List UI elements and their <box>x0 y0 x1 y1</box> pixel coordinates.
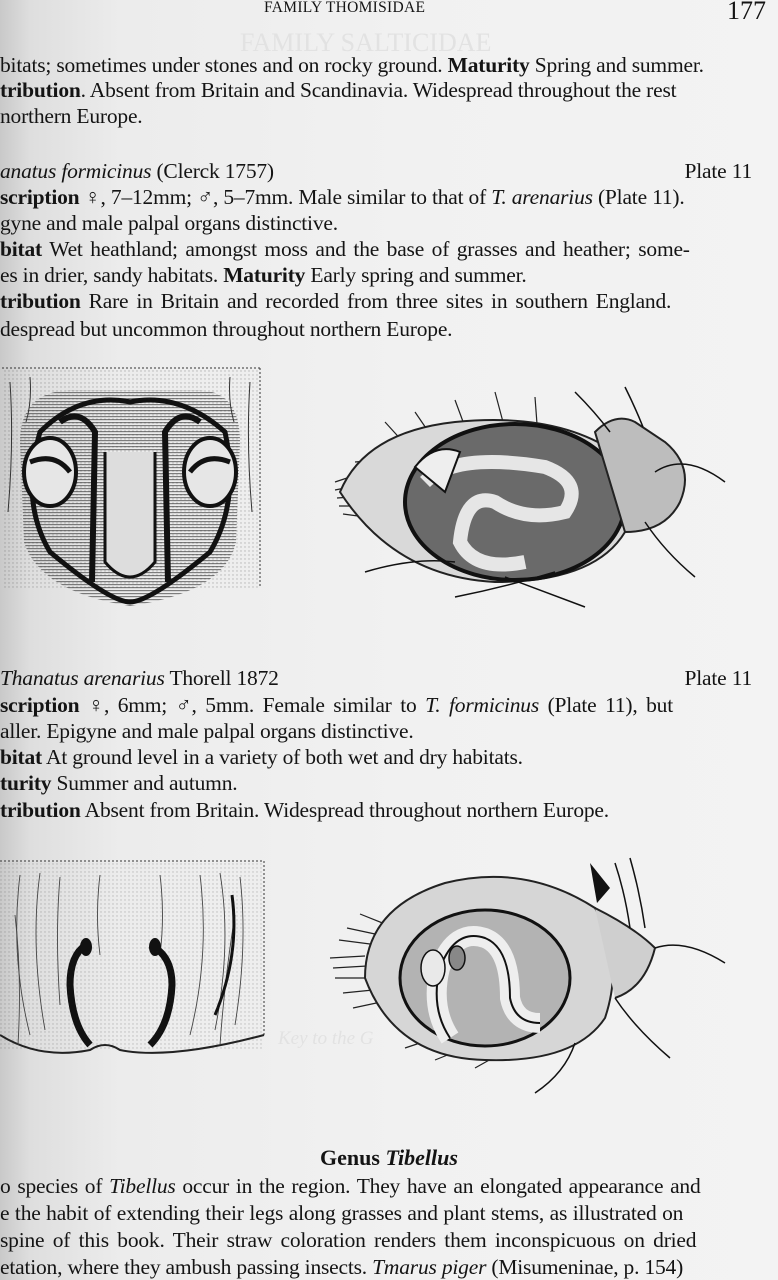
running-title: FAMILY THOMISIDAE <box>264 0 426 16</box>
genus-text-line: etation, where they ambush passing insects. Tmarus piger (Misumeninae, p. 154) <box>0 1255 684 1279</box>
genus-text-line: spine of this book. Their straw coloration renders them inconspicuous on dried <box>0 1228 697 1252</box>
species-heading: anatus formicinus (Clerck 1757) <box>0 159 274 183</box>
plate-reference: Plate 11 <box>684 159 752 183</box>
text-line: bitats; sometimes under stones and on rocky ground. Maturity Spring and summer. <box>0 53 704 77</box>
bleed-through-title: FAMILY SALTICIDAE <box>240 28 492 57</box>
text-line: northern Europe. <box>0 104 143 128</box>
genus-text-line: e the habit of extending their legs along grasses and plant stems, as illustrated on <box>0 1201 684 1225</box>
text-line: tribution. Absent from Britain and Scandinavia. Widespread throughout the rest <box>0 78 677 102</box>
maturity-line: turity Summer and autumn. <box>0 771 238 795</box>
description-line: aller. Epigyne and male palpal organs distinctive. <box>0 719 414 743</box>
male-palp-illustration <box>325 372 745 622</box>
description-line: scription ♀, 6mm; ♂, 5mm. Female similar to T. formicinus (Plate 11), but <box>0 693 673 717</box>
plate-reference: Plate 11 <box>684 666 752 690</box>
male-palp-illustration <box>325 848 745 1098</box>
description-line: scription ♀, 7–12mm; ♂, 5–7mm. Male similar to that of T. arenarius (Plate 11). <box>0 185 685 209</box>
distribution-line: tribution Rare in Britain and recorded from three sites in southern England. <box>0 289 672 313</box>
page-number: 177 <box>727 0 766 25</box>
genus-text-line: o species of Tibellus occur in the region. They have an elongated appearance and <box>0 1174 701 1198</box>
distribution-line: despread but uncommon throughout northern Europe. <box>0 317 453 341</box>
habitat-line: bitat Wet heathland; amongst moss and the base of grasses and heather; some- <box>0 237 690 261</box>
habitat-line: bitat At ground level in a variety of both wet and dry habitats. <box>0 745 523 769</box>
species-heading: Thanatus arenarius Thorell 1872 <box>0 666 279 690</box>
epigyne-illustration <box>0 362 270 612</box>
distribution-line: tribution Absent from Britain. Widespread throughout northern Europe. <box>0 798 609 822</box>
habitat-line: es in drier, sandy habitats. Maturity Early spring and summer. <box>0 263 527 287</box>
bleed-through-caption: Key to the G <box>278 1028 374 1049</box>
genus-heading: Genus Tibellus <box>320 1145 458 1170</box>
description-line: gyne and male palpal organs distinctive. <box>0 211 338 235</box>
epigyne-illustration <box>0 855 270 1065</box>
